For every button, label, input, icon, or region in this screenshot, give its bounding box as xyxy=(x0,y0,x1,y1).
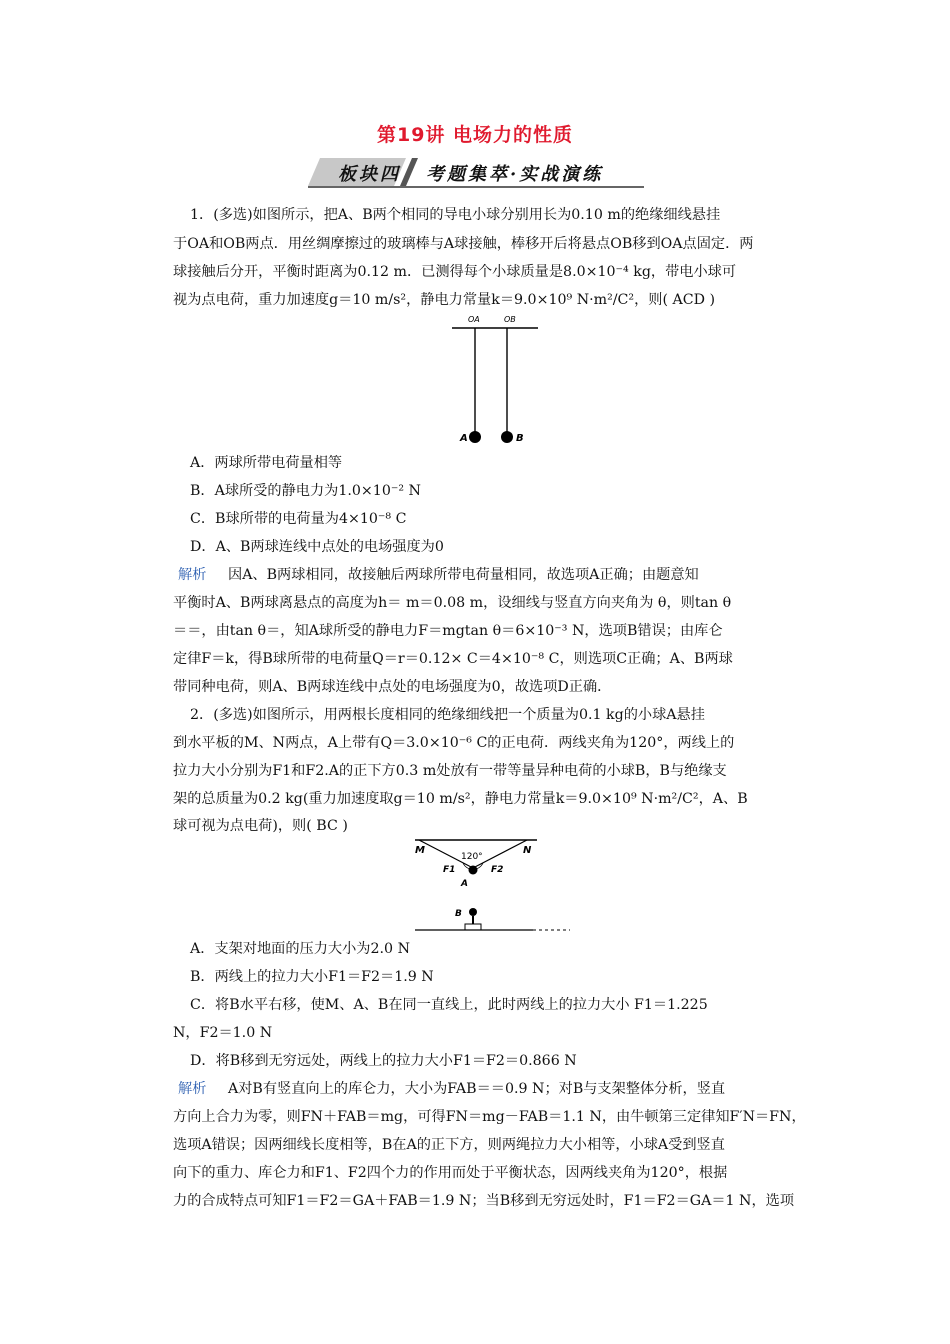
q2-option-d: D．将B移到无穷远处，两线上的拉力大小F1＝F2＝0.866 N xyxy=(190,1053,577,1069)
q2-option-c-cont: N，F2＝1.0 N xyxy=(173,1025,273,1041)
q1-solution-line: 带同种电荷，则A、B两球连线中点处的电场强度为0，故选项D正确． xyxy=(173,679,612,695)
q1-ball-b xyxy=(501,431,513,443)
q1-option-d: D．A、B两球连线中点处的电场强度为0 xyxy=(190,539,444,555)
q1-ball-a xyxy=(469,431,481,443)
q2-line: 球可视为点电荷)，则( BC ) xyxy=(173,818,348,834)
q2-solution-label: 解析 xyxy=(178,1081,207,1097)
q1-label-oa: OA xyxy=(468,315,480,324)
q2-label-f1: F1 xyxy=(443,865,456,875)
q2-label-n: N xyxy=(523,845,532,856)
q2-solution-line: 向下的重力、库仑力和F1、F2四个力的作用而处于平衡状态，因两线夹角为120°，根据 xyxy=(173,1165,728,1181)
q2-label-a: A xyxy=(461,879,468,889)
q1-label-ob: OB xyxy=(504,315,516,324)
q1-line: 球接触后分开，平衡时距离为0.12 m．已测得每个小球质量是8.0×10⁻⁴ kg，带电小球可 xyxy=(173,264,737,280)
q2-line: 拉力大小分别为F1和F2.A的正下方0.3 m处放有一带等量异种电荷的小球B，B与绝缘支 xyxy=(173,763,727,779)
q1-solution-label: 解析 xyxy=(178,567,207,583)
q2-line: 架的总质量为0.2 kg(重力加速度取g＝10 m/s²，静电力常量k＝9.0×10⁹ N·m²/C²，A、B xyxy=(173,791,748,807)
q2-label-m: M xyxy=(415,845,425,856)
q1-solution-line: ＝＝，由tan θ＝，知A球所受的静电力F＝mgtan θ＝6×10⁻³ N，选项B错误；由库仑 xyxy=(173,623,723,639)
q2-stand-base xyxy=(465,924,481,930)
q1-option-a: A．两球所带电荷量相等 xyxy=(190,455,343,471)
q1-solution-line: 因A、B两球相同，故接触后两球所带电荷量相同，故选项A正确；由题意知 xyxy=(228,567,699,583)
q1-solution-line: 定律F＝k，得B球所带的电荷量Q＝r＝0.12× C＝4×10⁻⁸ C，则选项C正确；A、B两球 xyxy=(173,651,733,667)
q2-solution-line: 力的合成特点可知F1＝F2＝GA＋FAB＝1.9 N；当B移到无穷远处时，F1＝F2＝GA＝1 N，选项 xyxy=(173,1193,795,1209)
banner-left-text: 板块四 xyxy=(338,164,401,185)
q2-option-c: C．将B水平右移，使M、A、B在同一直线上，此时两线上的拉力大小 F1＝1.225 xyxy=(190,997,708,1013)
q2-figure xyxy=(405,836,575,936)
q2-option-b: B．两线上的拉力大小F1＝F2＝1.9 N xyxy=(190,969,434,985)
banner-right-text: 考题集萃·实战演练 xyxy=(426,164,604,185)
q1-label-b: B xyxy=(516,433,524,444)
q2-label-f2: F2 xyxy=(491,865,504,875)
q1-line: 于OA和OB两点．用丝绸摩擦过的玻璃棒与A球接触，棒移开后将悬点OB移到OA点固定．两 xyxy=(173,236,754,252)
q1-label-a: A xyxy=(460,433,468,444)
q2-ball-b xyxy=(469,908,477,916)
q1-line: 1．(多选)如图所示，把A、B两个相同的导电小球分别用长为0.10 m的绝缘细线悬挂 xyxy=(190,207,721,223)
q2-solution-line: A对B有竖直向上的库仑力，大小为FAB＝＝0.9 N；对B与支架整体分析，竖直 xyxy=(228,1081,726,1097)
q1-solution-line: 平衡时A、B两球离悬点的高度为h＝ m＝0.08 m，设细线与竖直方向夹角为 θ，则tan θ xyxy=(173,595,732,611)
q2-solution-line: 方向上合力为零，则FN＋FAB＝mg，可得FN＝mg－FAB＝1.1 N，由牛顿第三定律知F′N＝FN， xyxy=(173,1109,806,1125)
q2-label-b: B xyxy=(455,909,462,919)
section-banner xyxy=(308,156,644,188)
q2-solution-line: 选项A错误；因两细线长度相等，B在A的正下方，则两绳拉力大小相等，小球A受到竖直 xyxy=(173,1137,725,1153)
q1-figure xyxy=(440,310,550,445)
page-title: 第19讲 电场力的性质 xyxy=(376,124,574,146)
q2-ball-a xyxy=(469,866,478,875)
q2-line: 2．(多选)如图所示，用两根长度相同的绝缘细线把一个质量为0.1 kg的小球A悬挂 xyxy=(190,707,705,723)
q2-option-a: A．支架对地面的压力大小为2.0 N xyxy=(190,941,410,957)
q1-option-b: B．A球所受的静电力为1.0×10⁻² N xyxy=(190,483,421,499)
q2-label-angle: 120° xyxy=(461,852,483,862)
q1-option-c: C．B球所带的电荷量为4×10⁻⁸ C xyxy=(190,511,407,527)
q1-line: 视为点电荷，重力加速度g＝10 m/s²，静电力常量k＝9.0×10⁹ N·m²/C²，则( ACD ) xyxy=(173,292,716,308)
q2-line: 到水平板的M、N两点，A上带有Q＝3.0×10⁻⁶ C的正电荷．两线夹角为120°，两线上的 xyxy=(173,735,735,751)
